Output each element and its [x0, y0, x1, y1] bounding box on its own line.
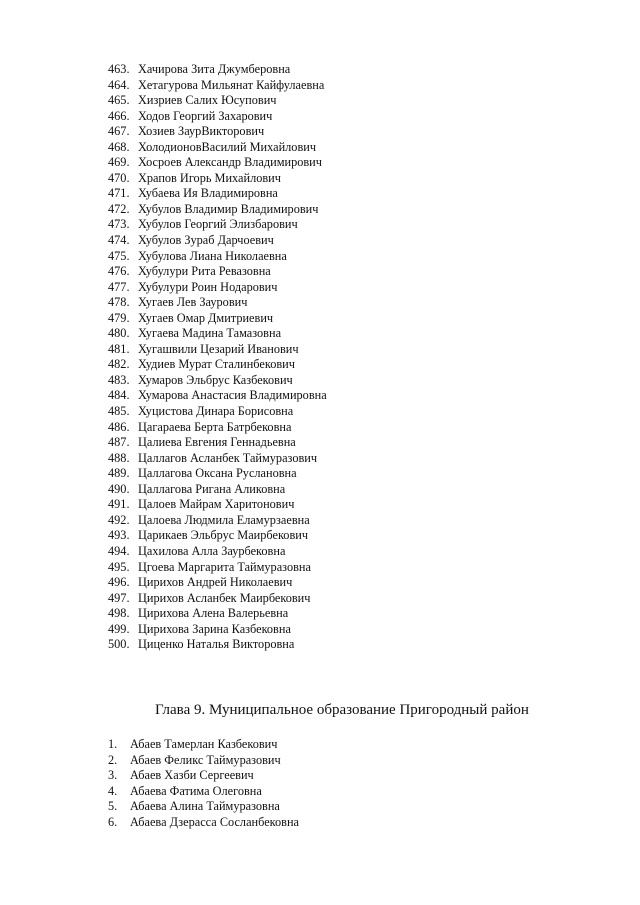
item-number: 488.	[108, 450, 130, 465]
item-number: 493.	[108, 528, 130, 543]
list-item	[108, 768, 299, 784]
item-number: 470.	[108, 170, 130, 185]
person-name: Цирихов Асланбек Маирбекович	[138, 590, 311, 605]
name-list-chapter-9	[108, 737, 299, 831]
person-name: Абаев Тамерлан Казбекович	[130, 737, 278, 751]
item-number: 472.	[108, 201, 130, 216]
list-item	[108, 326, 327, 342]
person-name: Цаллагова Ригана Аликовна	[138, 481, 286, 496]
person-name: Абаева Алина Таймуразовна	[130, 799, 280, 814]
list-item	[108, 388, 327, 404]
person-name: Хугаев Лев Заурович	[138, 295, 248, 310]
person-name: Цаллагов Асланбек Таймуразович	[138, 450, 318, 465]
item-number: 483.	[108, 372, 130, 387]
person-name: Абаева Фатима Олеговна	[130, 783, 262, 798]
item-number: 473.	[108, 217, 130, 232]
item-number: 478.	[108, 295, 130, 310]
list-item	[108, 560, 327, 576]
list-item	[108, 435, 327, 451]
list-item	[108, 753, 299, 769]
item-number: 498.	[108, 606, 130, 621]
person-name: Цагараева Берта Батрбековна	[138, 419, 292, 434]
list-item	[108, 140, 327, 156]
person-name: Хуцистова Динара Борисовна	[138, 404, 294, 419]
person-name: Хумаров Эльбрус Казбекович	[138, 372, 293, 387]
item-number: 466.	[108, 108, 130, 123]
item-number: 4.	[108, 783, 118, 798]
item-number: 475.	[108, 248, 130, 263]
item-number: 2.	[108, 752, 118, 767]
person-name: Хубулов Георгий Элизбарович	[138, 217, 298, 232]
item-number: 474.	[108, 233, 130, 248]
item-number: 6.	[108, 814, 118, 829]
list-item	[108, 109, 327, 125]
list-item	[108, 233, 327, 249]
list-item	[108, 737, 299, 753]
item-number: 489.	[108, 466, 130, 481]
item-number: 476.	[108, 264, 130, 279]
person-name: Хачирова Зита Джумберовна	[138, 62, 291, 76]
list-item	[108, 815, 299, 831]
list-item	[108, 295, 327, 311]
person-name: Хубулури Роин Нодарович	[138, 279, 278, 294]
item-number: 482.	[108, 357, 130, 372]
list-item	[108, 249, 327, 265]
list-item	[108, 544, 327, 560]
item-number: 471.	[108, 186, 130, 201]
person-name: Хумарова Анастасия Владимировна	[138, 388, 327, 403]
name-list-continued	[108, 62, 327, 653]
person-name: Царикаев Эльбрус Маирбекович	[138, 528, 309, 543]
person-name: Ходов Георгий Захарович	[138, 108, 273, 123]
item-number: 479.	[108, 310, 130, 325]
person-name: Циценко Наталья Викторовна	[138, 637, 295, 652]
item-number: 463.	[108, 62, 130, 76]
list-item	[108, 575, 327, 591]
item-number: 3.	[108, 768, 118, 783]
list-item	[108, 451, 327, 467]
list-item	[108, 264, 327, 280]
list-item	[108, 513, 327, 529]
list-item	[108, 280, 327, 296]
person-name: Цирихова Зарина Казбековна	[138, 621, 291, 636]
person-name: Хугаев Омар Дмитриевич	[138, 310, 274, 325]
list-item	[108, 466, 327, 482]
list-item	[108, 342, 327, 358]
person-name: Цирихов Андрей Николаевич	[138, 575, 293, 590]
item-number: 481.	[108, 341, 130, 356]
list-item	[108, 186, 327, 202]
item-number: 465.	[108, 93, 130, 108]
person-name: Хубулов Владимир Владимирович	[138, 201, 319, 216]
list-item	[108, 217, 327, 233]
list-item	[108, 93, 327, 109]
person-name: Хизриев Салих Юсупович	[138, 93, 277, 108]
list-item	[108, 202, 327, 218]
person-name: Хубулури Рита Ревазовна	[138, 264, 271, 279]
item-number: 469.	[108, 155, 130, 170]
person-name: Цирихова Алена Валерьевна	[138, 606, 289, 621]
item-number: 468.	[108, 139, 130, 154]
list-item	[108, 606, 327, 622]
person-name: Абаев Хазби Сергеевич	[130, 768, 254, 783]
person-name: Цалоева Людмила Еламурзаевна	[138, 512, 310, 527]
person-name: Цаллагова Оксана Руслановна	[138, 466, 297, 481]
item-number: 495.	[108, 559, 130, 574]
chapter-heading: Глава 9. Муниципальное образование Пригородный район	[155, 702, 529, 718]
person-name: Цахилова Алла Заурбековна	[138, 543, 286, 558]
person-name: Хозиев ЗаурВикторович	[138, 124, 265, 139]
list-item	[108, 357, 327, 373]
list-item	[108, 311, 327, 327]
list-item	[108, 497, 327, 513]
item-number: 490.	[108, 481, 130, 496]
person-name: Хугаева Мадина Тамазовна	[138, 326, 282, 341]
item-number: 496.	[108, 575, 130, 590]
list-item	[108, 62, 327, 78]
person-name: ХолодионовВасилий Михайлович	[138, 139, 317, 154]
person-name: Хубаева Ия Владимировна	[138, 186, 278, 201]
item-number: 485.	[108, 404, 130, 419]
list-item	[108, 799, 299, 815]
list-item	[108, 373, 327, 389]
person-name: Худиев Мурат Сталинбекович	[138, 357, 295, 372]
list-item	[108, 482, 327, 498]
item-number: 491.	[108, 497, 130, 512]
item-number: 477.	[108, 279, 130, 294]
list-item	[108, 637, 327, 653]
item-number: 464.	[108, 77, 130, 92]
item-number: 499.	[108, 621, 130, 636]
person-name: Хетагурова Мильянат Кайфулаевна	[138, 77, 325, 92]
list-item	[108, 78, 327, 94]
person-name: Хубулова Лиана Николаевна	[138, 248, 287, 263]
item-number: 486.	[108, 419, 130, 434]
person-name: Абаев Феликс Таймуразович	[130, 752, 281, 767]
list-item	[108, 622, 327, 638]
item-number: 494.	[108, 543, 130, 558]
person-name: Хубулов Зураб Дарчоевич	[138, 233, 274, 248]
list-item	[108, 171, 327, 187]
person-name: Хосроев Александр Владимирович	[138, 155, 322, 170]
list-item	[108, 404, 327, 420]
person-name: Цгоева Маргарита Таймуразовна	[138, 559, 311, 574]
list-item	[108, 784, 299, 800]
item-number: 500.	[108, 637, 130, 652]
person-name: Цалоев Майрам Харитонович	[138, 497, 295, 512]
list-item	[108, 124, 327, 140]
list-item	[108, 420, 327, 436]
item-number: 492.	[108, 512, 130, 527]
item-number: 5.	[108, 799, 118, 814]
item-number: 467.	[108, 124, 130, 139]
person-name: Абаева Дзерасса Сосланбековна	[130, 814, 300, 829]
person-name: Цалиева Евгения Геннадьевна	[138, 435, 296, 450]
list-item	[108, 528, 327, 544]
list-item	[108, 155, 327, 171]
person-name: Храпов Игорь Михайлович	[138, 170, 281, 185]
list-item	[108, 591, 327, 607]
item-number: 480.	[108, 326, 130, 341]
item-number: 484.	[108, 388, 130, 403]
item-number: 1.	[108, 737, 118, 751]
person-name: Хугашвили Цезарий Иванович	[138, 341, 299, 356]
item-number: 497.	[108, 590, 130, 605]
item-number: 487.	[108, 435, 130, 450]
